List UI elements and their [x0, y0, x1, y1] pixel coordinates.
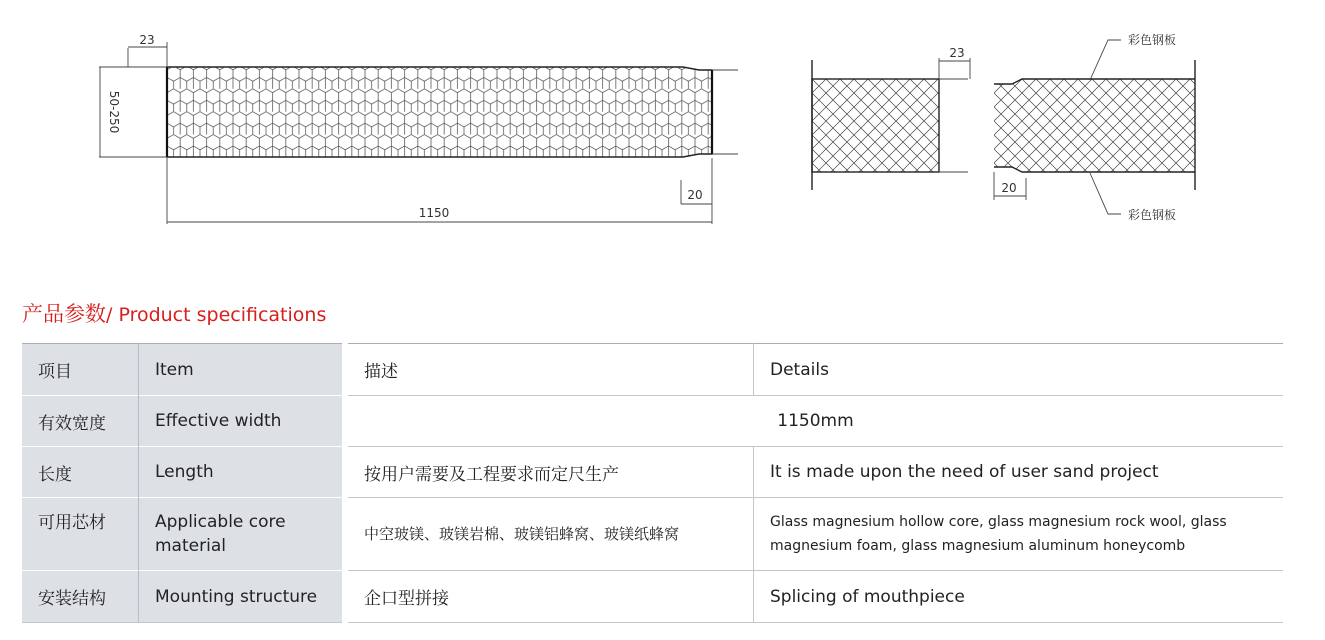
steel-plate-label-top: 彩色钢板	[1128, 33, 1177, 47]
honeycomb-panel-drawing	[99, 33, 738, 224]
steel-plate-label-bottom: 彩色钢板	[1128, 208, 1177, 222]
right-panel-core	[994, 79, 1195, 172]
section-title-en: / Product specifications	[106, 304, 327, 326]
row-desc-cn: 按用户需要及工程要求而定尺生产	[345, 447, 754, 498]
header-item-en: Item	[139, 344, 346, 396]
header-item-cn: 项目	[22, 344, 139, 396]
row-desc-en: It is made upon the need of user sand project	[754, 447, 1284, 498]
row-label-cn: 长度	[22, 447, 139, 498]
table-row	[22, 396, 1283, 447]
right-dim-top: 23	[949, 46, 965, 60]
row-label-en: Effective width	[139, 396, 346, 447]
row-desc-cn: 中空玻镁、玻镁岩棉、玻镁铝蜂窝、玻镁纸蜂窝	[345, 498, 754, 571]
right-dim-bottom: 20	[1001, 181, 1017, 195]
row-desc-en: Splicing of mouthpiece	[754, 571, 1284, 623]
table-row	[22, 447, 1283, 498]
left-dim-side: 50-250	[107, 90, 121, 134]
header-desc-cn: 描述	[345, 344, 754, 396]
table-header-row	[22, 344, 1283, 396]
row-label-cn: 安装结构	[22, 571, 139, 623]
row-label-en: Length	[139, 447, 346, 498]
row-label-cn: 可用芯材	[22, 498, 139, 571]
row-desc-cn: 企口型拼接	[345, 571, 754, 623]
left-dim-right: 20	[687, 188, 703, 202]
spec-table	[22, 343, 1283, 623]
row-label-en: Applicable core material	[139, 498, 346, 571]
section-title-cn: 产品参数	[22, 302, 106, 326]
left-dim-top: 23	[139, 33, 155, 47]
row-label-en: Mounting structure	[139, 571, 346, 623]
left-panel-core	[812, 79, 939, 172]
row-label-cn: 有效宽度	[22, 396, 139, 447]
table-row	[22, 498, 1283, 571]
rockwool-joint-drawing	[812, 32, 1195, 222]
table-row	[22, 571, 1283, 623]
header-desc-en: Details	[754, 344, 1284, 396]
panel-drawings	[0, 0, 1325, 260]
left-dim-bottom: 1150	[418, 206, 450, 220]
row-desc-en: Glass magnesium hollow core, glass magnesium rock wool, glass magnesium foam, glass magnesium aluminum honeycomb	[754, 498, 1284, 571]
honeycomb-core	[167, 67, 712, 157]
row-value: 1150mm	[345, 396, 1283, 447]
section-title	[22, 298, 326, 328]
